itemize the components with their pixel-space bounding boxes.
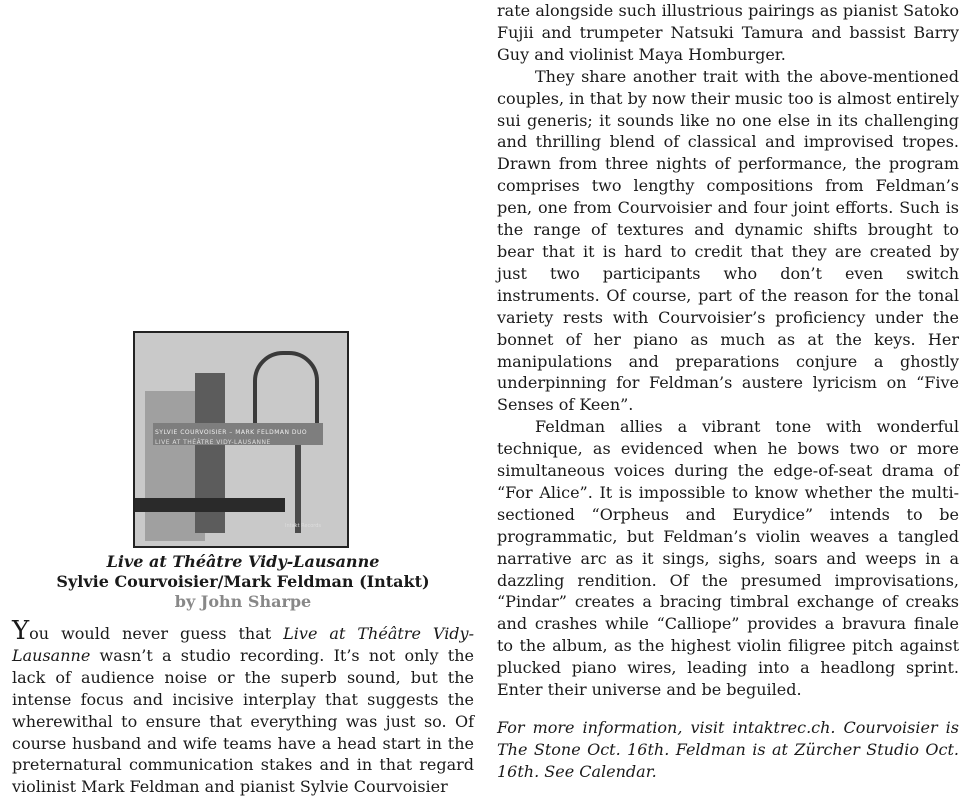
- cover-shape: [253, 351, 319, 431]
- album-cover-image: [133, 331, 349, 548]
- paragraph-text: wasn’t a studio recording. It’s not only the lack of audience noise or the superb sound, but the intense focus and incisive interplay that suggests the wherewithal to ensure that everything was just so. Of course husband and wife teams have a head start in the preternatural communication stakes and in that regard violinist Mark Feldman and pianist Sylvie Courvoisier: [12, 645, 474, 797]
- more-info-footer: For more information, visit intaktrec.ch. Courvoisier is The Stone Oct. 16th. Feldman is at Zürcher Studio Oct. 16th. See Calendar.: [497, 718, 959, 781]
- cover-shape: [135, 498, 285, 512]
- body-paragraph: They share another trait with the above-mentioned couples, in that by now their music too is almost entirely sui generis; it sounds like no one else in its challenging and thrilling blend of classical and improvised tropes. Drawn from three nights of performance, the program comprises two lengthy compositions from Feldman’s pen, one from Courvoisier and four joint efforts. Such is the range of textures and dynamic shifts brought to bear that it is hard to credit that they are created by just two participants who don’t even switch instruments. Of course, part of the reason for the tonal variety rests with Courvoisier’s proficiency under the bonnet of her piano as much as at the keys. Her manipulations and preparations conjure a ghostly underpinning for Feldman’s austere lyricism on “Five Senses of Keen”.: [497, 66, 959, 415]
- paragraph-text: ou would never guess that: [29, 624, 284, 643]
- cover-label-text: Intakt Records: [285, 523, 321, 529]
- right-column: [497, 0, 959, 783]
- body-paragraph: Feldman allies a vibrant tone with wonderful technique, as evidenced when he bows two or more simultaneous voices during the edge-of-seat drama of “For Alice”. It is impossible to know whether the multi-sectioned “Orpheus and Eurydice” intends to be programmatic, but Feldman’s violin weaves a tangled narrative arc as it sings, sighs, soars and weeps in a dazzling rendition. Of the presumed improvisations, “Pindar” creates a bracing timbral exchange of creaks and crashes while “Calliope” provides a bravura finale to the album, as the highest violin filigree pitch against plucked piano wires, leading into a headlong sprint. Enter their universe and be beguiled.: [497, 417, 959, 700]
- intro-paragraph: [12, 616, 474, 798]
- review-byline: by John Sharpe: [174, 592, 312, 611]
- album-artist: Sylvie Courvoisier/Mark Feldman (Intakt): [56, 572, 430, 591]
- left-column: [12, 616, 474, 798]
- cover-title-text: LIVE AT THÉÂTRE VIDY-LAUSANNE: [155, 439, 271, 446]
- body-paragraph: rate alongside such illustrious pairings as pianist Satoko Fujii and trumpeter Natsuki Tamura and bassist Barry Guy and violinist Maya Homburger.: [497, 1, 959, 64]
- album-title-inline: Live at Théâtre Vidy-Lausanne: [12, 624, 474, 665]
- drop-cap: Y: [12, 616, 30, 646]
- album-title: Live at Théâtre Vidy-Lausanne: [106, 552, 380, 571]
- cover-artist-text: SYLVIE COURVOISIER – MARK FELDMAN DUO: [155, 429, 308, 436]
